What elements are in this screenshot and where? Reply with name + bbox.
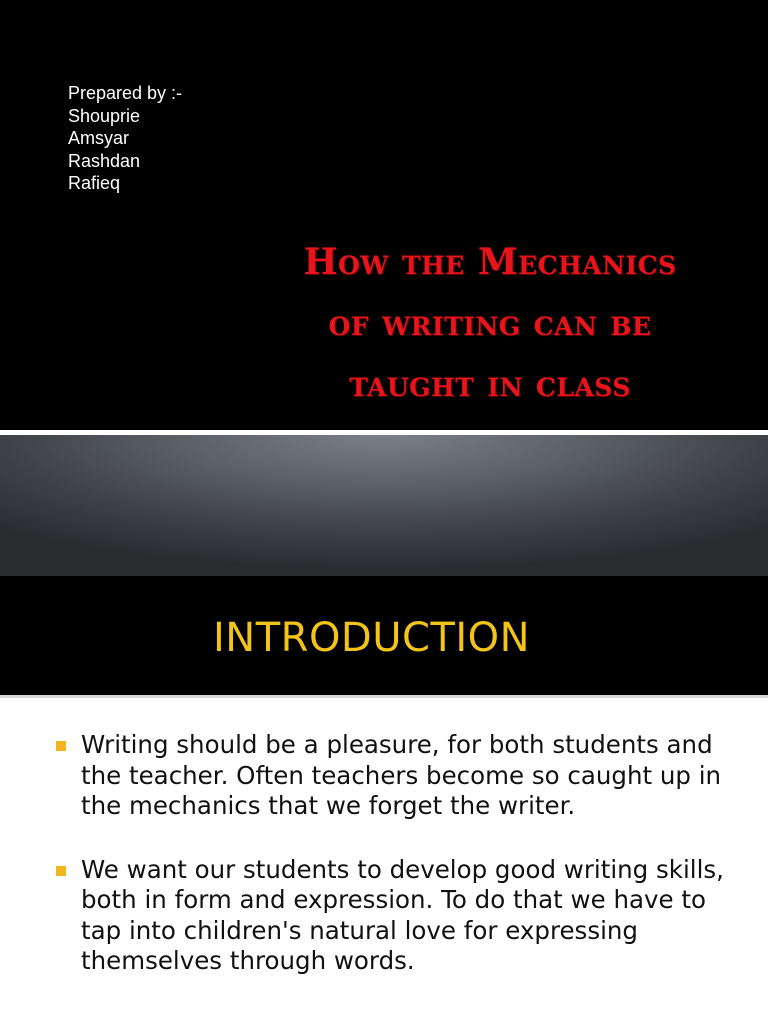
bullet-text: Writing should be a pleasure, for both students and the teacher. Often teachers become so caught up in the mechanics that we forget the writer. xyxy=(81,730,722,820)
slide-title xyxy=(220,232,760,415)
author-name: Shouprie xyxy=(68,105,141,126)
author-name: Amsyar xyxy=(68,128,130,148)
bullet-text: We want our students to develop good writing skills, both in form and expression. To do that we have to tap into children's natural love for expressing themselves through words. xyxy=(81,854,724,975)
square-bullet-icon xyxy=(56,866,66,876)
title-line: taught in class xyxy=(349,363,631,405)
author-name: Rashdan xyxy=(68,150,141,171)
list-item xyxy=(54,855,744,977)
bullet-list xyxy=(54,730,744,1010)
prepared-by-block xyxy=(68,82,182,195)
title-line: How the Mechanics xyxy=(303,241,677,283)
author-name: Rafieq xyxy=(68,173,121,193)
heading-rule xyxy=(0,695,768,698)
introduction-slide xyxy=(0,435,768,1024)
gradient-banner xyxy=(0,435,768,576)
title-line: of writing can be xyxy=(328,302,652,344)
slide-heading: INTRODUCTION xyxy=(213,615,531,661)
title-slide xyxy=(0,0,768,430)
prepared-by-label: Prepared by :- xyxy=(68,83,183,103)
list-item xyxy=(54,730,744,822)
square-bullet-icon xyxy=(56,741,66,751)
